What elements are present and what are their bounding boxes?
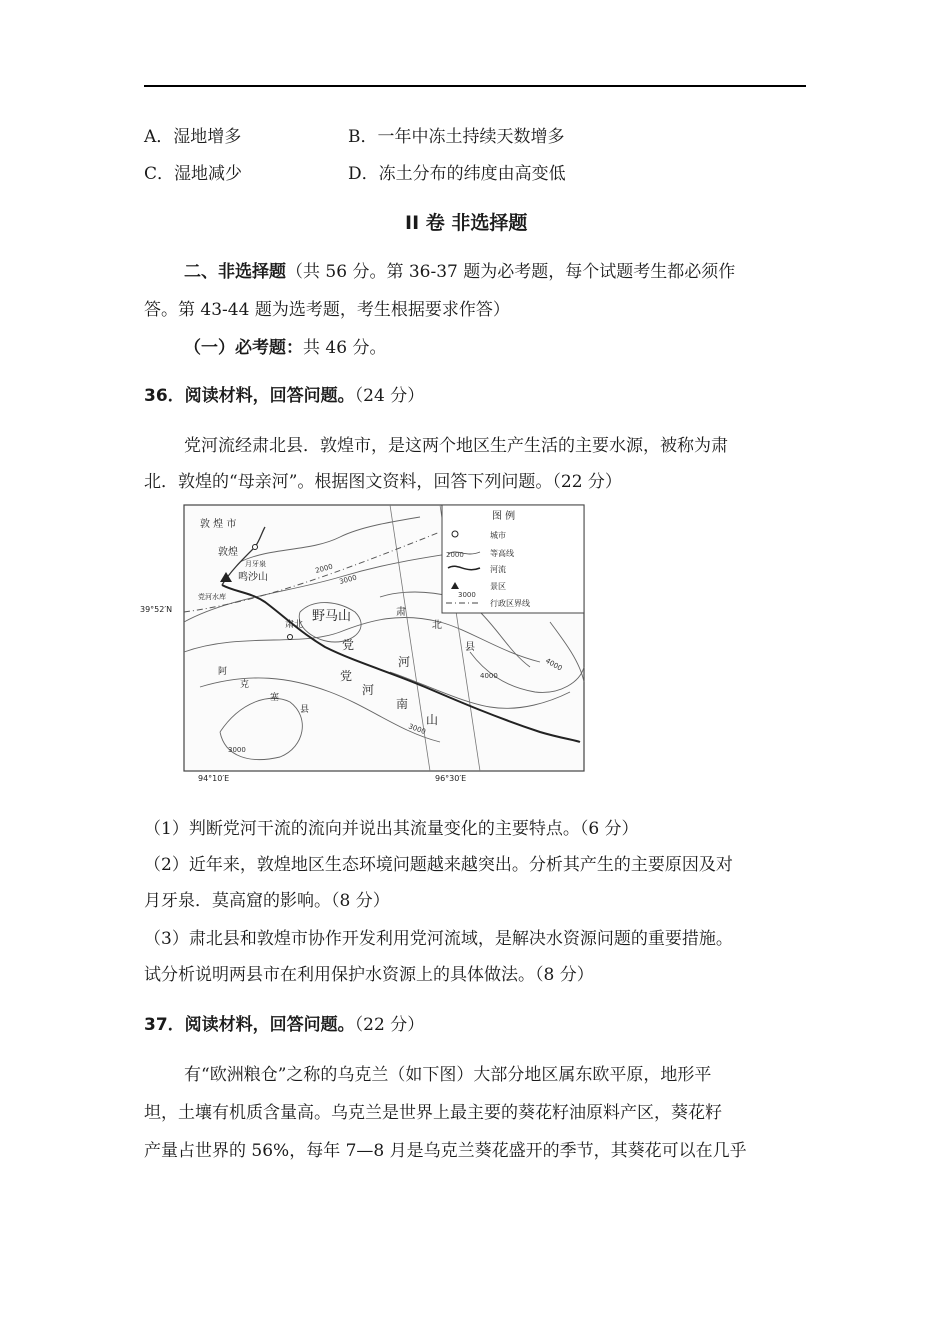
lat-label: 39°52′N: [140, 605, 173, 614]
label-river-1: 党: [342, 638, 355, 652]
legend-river: 河流: [490, 565, 506, 574]
lon-left-label: 94°10′E: [198, 774, 230, 783]
contour-label: 3000: [407, 722, 427, 736]
part2-heading: 二、非选择题: [184, 262, 286, 282]
legend-city-icon: [452, 531, 458, 537]
contour-label: 3000: [338, 573, 358, 586]
option-b: B．一年中冻土持续天数增多: [348, 127, 565, 147]
q37-line-1: 有“欧洲粮仓”之称的乌克兰（如下图）大部分地区属东欧平原，地形平: [184, 1065, 712, 1085]
label-danghe-nanshan-1: 党: [340, 669, 353, 683]
label-subei-county-2: 北: [432, 620, 442, 631]
option-c: C．湿地减少: [144, 164, 243, 184]
label-river-2: 河: [398, 655, 411, 669]
subei-city-marker: [288, 635, 293, 640]
part2-desc-1: （共 56 分。第 36-37 题为必考题，每个试题考生都必须作: [286, 262, 736, 282]
required-heading: （一）必考题：: [184, 338, 303, 358]
part2-intro: [184, 261, 735, 283]
q36-title: 36．阅读材料，回答问题。: [144, 386, 355, 406]
contour-label: 4000: [544, 656, 564, 673]
section-title: II 卷 非选择题: [405, 212, 528, 234]
label-akesai-2: 克: [240, 680, 250, 690]
legend-title: 图 例: [492, 511, 516, 522]
q36-sub1: （1）判断党河干流的流向并说出其流量变化的主要特点。（6 分）: [144, 819, 639, 839]
q36-material-1: 党河流经肃北县．敦煌市，是这两个地区生产生活的主要水源，被称为肃: [184, 436, 728, 456]
label-subei-county-1: 肃: [396, 607, 406, 618]
legend-scenic: 景区: [490, 582, 506, 591]
label-akesai-4: 县: [300, 705, 310, 715]
contour-label: 3000: [228, 746, 246, 754]
q36-sub3-2: 试分析说明两县市在利用保护水资源上的具体做法。（8 分）: [144, 965, 594, 985]
q37-points: （22 分）: [354, 1015, 425, 1035]
label-akesai-1: 阿: [218, 667, 228, 677]
q36-sub2-1: （2）近年来，敦煌地区生态环境问题越来越突出。分析其产生的主要原因及对: [144, 855, 733, 875]
label-subei-county-3: 县: [465, 642, 475, 653]
required-section: [184, 337, 386, 359]
q36-material-2: 北．敦煌的“母亲河”。根据图文资料，回答下列问题。（22 分）: [144, 472, 622, 492]
legend-contour-value: 2000: [446, 551, 464, 559]
q36-points: （24 分）: [354, 386, 425, 406]
contour-label: 2000: [314, 562, 334, 575]
q36-sub2-2: 月牙泉．莫高窟的影响。（8 分）: [144, 891, 390, 911]
label-danghe-nanshan-2: 河: [362, 683, 375, 697]
label-yueyaquan: 月牙泉: [245, 560, 266, 568]
label-danghe-nanshan-3: 南: [396, 697, 409, 711]
dunhuang-city-marker: [253, 545, 258, 550]
danghe-basin-map: [140, 502, 588, 784]
q37-heading: [144, 1014, 424, 1036]
legend-city: 城市: [490, 531, 506, 540]
q36-heading: [144, 385, 424, 407]
part2-desc-2: 答。第 43-44 题为选考题，考生根据要求作答）: [144, 300, 510, 320]
q37-line-2: 坦，土壤有机质含量高。乌克兰是世界上最主要的葵花籽油原料产区，葵花籽: [144, 1103, 722, 1123]
required-points: 共 46 分。: [303, 338, 387, 358]
label-subei: 肃北: [285, 620, 304, 630]
contour-label: 4000: [480, 672, 498, 680]
option-d: D．冻土分布的纬度由高变低: [348, 164, 566, 184]
q36-sub3-1: （3）肃北县和敦煌市协作开发利用党河流域，是解决水资源问题的重要措施。: [144, 929, 733, 949]
label-danghe-reservoir: 党河水库: [198, 593, 226, 601]
legend-contour: 等高线: [490, 549, 514, 558]
label-akesai-3: 塞: [270, 693, 280, 703]
lon-right-label: 96°30′E: [435, 774, 467, 783]
label-mingshashan: 鸣沙山: [238, 572, 268, 583]
option-a: A．湿地增多: [144, 127, 242, 147]
q37-title: 37．阅读材料，回答问题。: [144, 1015, 355, 1035]
label-dunhuang: 敦煌: [218, 547, 238, 558]
label-dunhuang-city: 敦 煌 市: [200, 519, 237, 530]
header-rule: [144, 85, 806, 87]
contour-label: 3000: [458, 591, 476, 599]
label-yemashan: 野马山: [312, 609, 352, 624]
legend-boundary: 行政区界线: [490, 599, 530, 608]
q37-line-3: 产量占世界的 56%，每年 7—8 月是乌克兰葵花盛开的季节，其葵花可以在几乎: [144, 1141, 747, 1161]
label-danghe-nanshan-4: 山: [426, 713, 439, 727]
